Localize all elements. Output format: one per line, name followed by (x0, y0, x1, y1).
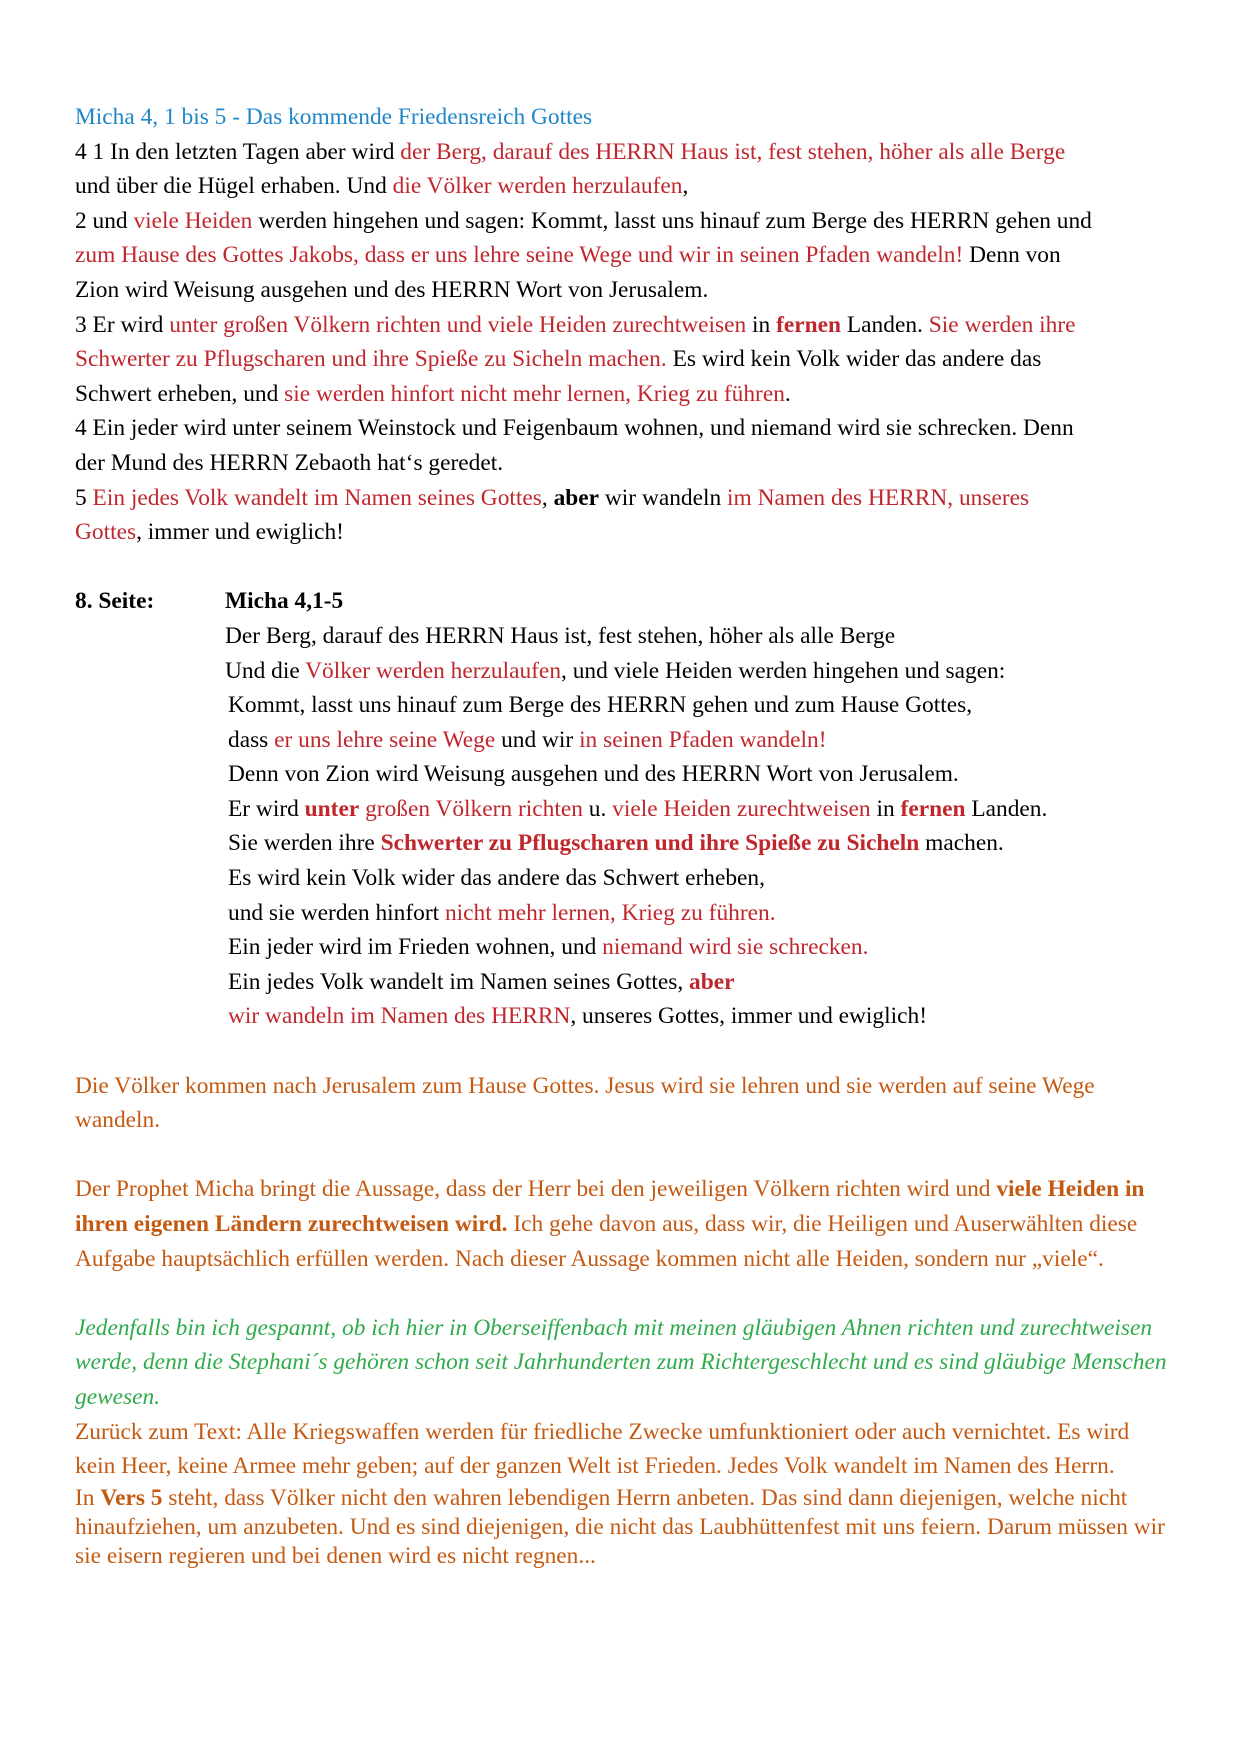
highlight: Völker werden herzulaufen (305, 657, 562, 684)
commentary-paragraph (75, 1172, 1175, 1276)
text: machen. (919, 830, 1004, 857)
highlight: fernen (900, 795, 966, 822)
text: dass (228, 726, 275, 753)
highlight: im Namen des HERRN, unseres (727, 484, 1030, 511)
text: , und viele Heiden werden hingehen und sagen: (561, 657, 1006, 684)
text: In (75, 1484, 101, 1511)
verse-3 (75, 308, 1175, 412)
highlight: niemand wird sie schrecken. (602, 934, 869, 961)
commentary-paragraph: Die Völker kommen nach Jerusalem zum Hause Gottes. Jesus wird sie lehren und sie werden auf seine Wege wandeln. (75, 1072, 1095, 1134)
highlight: aber (689, 968, 735, 995)
emphasis: aber (553, 484, 600, 511)
personal-note: Jedenfalls bin ich gespannt, ob ich hier in Oberseiffenbach mit meinen gläubigen Ahnen richten und zurechtweisen werde, denn die Stephani´s gehören schon seit Jahrhunderten zum Richtergeschlecht und es sind gläubige Menschen gewesen. (75, 1314, 1167, 1410)
highlight: Gottes (75, 519, 137, 546)
slide-line (75, 965, 1175, 1000)
slide-line: Kommt, lasst uns hinauf zum Berge des HERRN gehen und zum Hause Gottes, (228, 692, 973, 719)
slide-line (75, 826, 1175, 861)
verse-1 (75, 135, 1175, 204)
text: 4 Ein jeder wird unter seinem Weinstock und Feigenbaum wohnen, und niemand wird sie schrecken. Denn (75, 415, 1074, 442)
slide-line (75, 654, 1175, 689)
highlight: unter großen Völkern richten und viele Heiden zurechtweisen (169, 311, 747, 338)
slide-line (75, 723, 1175, 758)
highlight: viele Heiden (133, 207, 253, 234)
text: Ein jeder wird im Frieden wohnen, und (228, 934, 603, 961)
highlight: Schwerter zu Pflugscharen und ihre Spieße zu Sicheln machen. (75, 346, 667, 373)
highlight: nicht mehr lernen, Krieg zu führen. (444, 899, 776, 926)
highlight: zum Hause des Gottes Jakobs, dass er uns lehre seine Wege und wir in seinen Pfaden wandeln! (75, 242, 964, 269)
text: der Mund des HERRN Zebaoth hat‘s geredet. (75, 449, 504, 476)
highlight: Schwerter zu Pflugscharen und ihre Spieße zu Sicheln (380, 830, 920, 857)
highlight: sie werden hinfort nicht mehr lernen, Krieg zu führen (284, 380, 785, 407)
text: Zion wird Weisung ausgehen und des HERRN Wort von Jerusalem. (75, 276, 709, 303)
text: und wir (495, 726, 580, 753)
slide-line (75, 896, 1175, 931)
emphasis: Vers 5 (100, 1484, 163, 1511)
slide-section (75, 584, 1175, 1034)
verse-4 (75, 411, 1175, 480)
text: Und die (225, 657, 306, 684)
verse-2 (75, 204, 1175, 308)
highlight: unter (304, 795, 360, 822)
slide-line: Denn von Zion wird Weisung ausgehen und des HERRN Wort von Jerusalem. (228, 761, 959, 788)
slide-line: Der Berg, darauf des HERRN Haus ist, fest stehen, höher als alle Berge (225, 622, 896, 649)
text: in (746, 311, 777, 338)
text: , (541, 484, 554, 511)
highlight: in seinen Pfaden wandeln! (579, 726, 827, 753)
text: Es wird kein Volk wider das andere das (666, 346, 1042, 373)
highlight: Ein jedes Volk wandelt im Namen seines Gottes (92, 484, 542, 511)
highlight: Sie werden ihre (928, 311, 1076, 338)
text: Ein jedes Volk wandelt im Namen seines Gottes, (228, 968, 690, 995)
highlight: wir wandeln im Namen des HERRN (228, 1003, 571, 1030)
verse-5 (75, 481, 1175, 550)
text: Sie werden ihre (228, 830, 381, 857)
emphasis: viele Heiden in ihren eigenen Ländern zurechtweisen wird. (75, 1176, 1145, 1237)
text: , (682, 173, 689, 200)
text: 4 1 In den letzten Tagen aber wird (75, 138, 401, 165)
highlight: viele Heiden zurechtweisen (612, 795, 871, 822)
commentary-paragraph: Zurück zum Text: Alle Kriegswaffen werden für friedliche Zwecke umfunktioniert oder auch vernichtet. Es wird kein Heer, keine Armee mehr geben; auf der ganzen Welt ist Frieden. Jedes Volk wandelt im Namen des Herrn. (75, 1418, 1130, 1480)
passage-title: Micha 4, 1 bis 5 - Das kommende Friedensreich Gottes (75, 104, 593, 130)
document-page (75, 100, 1175, 1571)
slide-line (75, 792, 1175, 827)
slide-header (75, 584, 1175, 619)
highlight: fernen (776, 311, 842, 338)
text: , unseres Gottes, immer und ewiglich! (570, 1003, 927, 1030)
highlight: die Völker werden herzulaufen (392, 173, 683, 200)
commentary-paragraph (75, 1484, 1175, 1571)
text: Landen. (965, 795, 1048, 822)
slide-line (75, 930, 1175, 965)
text: Landen. (841, 311, 929, 338)
text: , immer und ewiglich! (136, 519, 344, 546)
text: und sie werden hinfort (228, 899, 445, 926)
text: 3 Er wird (75, 311, 170, 338)
text: Der Prophet Micha bringt die Aussage, dass der Herr bei den jeweiligen Völkern richten wird und (75, 1176, 997, 1203)
text: Schwert erheben, und (75, 380, 285, 407)
text: 5 (75, 484, 93, 511)
slide-line (75, 999, 1175, 1034)
text: in (870, 795, 901, 822)
highlight: der Berg, darauf des HERRN Haus ist, fest stehen, höher als alle Berge (400, 138, 1066, 165)
text: . (784, 380, 791, 407)
text: werden hingehen und sagen: Kommt, lasst uns hinauf zum Berge des HERRN gehen und (252, 207, 1092, 234)
text: 2 und (75, 207, 134, 234)
highlight: er uns lehre seine Wege (274, 726, 496, 753)
slide-heading: Micha 4,1-5 (225, 588, 344, 615)
highlight: großen Völkern richten (359, 795, 583, 822)
text: Denn von (963, 242, 1061, 269)
text: steht, dass Völker nicht den wahren lebendigen Herrn anbeten. Das sind dann diejenigen, welche nicht hinaufziehen, um anzubeten. Und es sind diejenigen, die nicht das Laubhüttenfest mit uns feiern. Darum müssen wir sie eisern regieren und bei denen wird es nicht regnen... (75, 1484, 1165, 1569)
text: u. (582, 795, 613, 822)
text: Ich gehe davon aus, dass wir, die Heiligen und Auserwählten diese Aufgabe hauptsächlich erfüllen werden. Nach dieser Aussage kommen nicht alle Heiden, sondern nur „viele“. (75, 1211, 1138, 1272)
slide-label: 8. Seite: (75, 588, 155, 615)
commentary (75, 1069, 1175, 1571)
text: wir wandeln (599, 484, 728, 511)
text: und über die Hügel erhaben. Und (75, 173, 393, 200)
text: Er wird (228, 795, 305, 822)
slide-line: Es wird kein Volk wider das andere das Schwert erheben, (228, 865, 765, 892)
bible-passage (75, 135, 1175, 550)
